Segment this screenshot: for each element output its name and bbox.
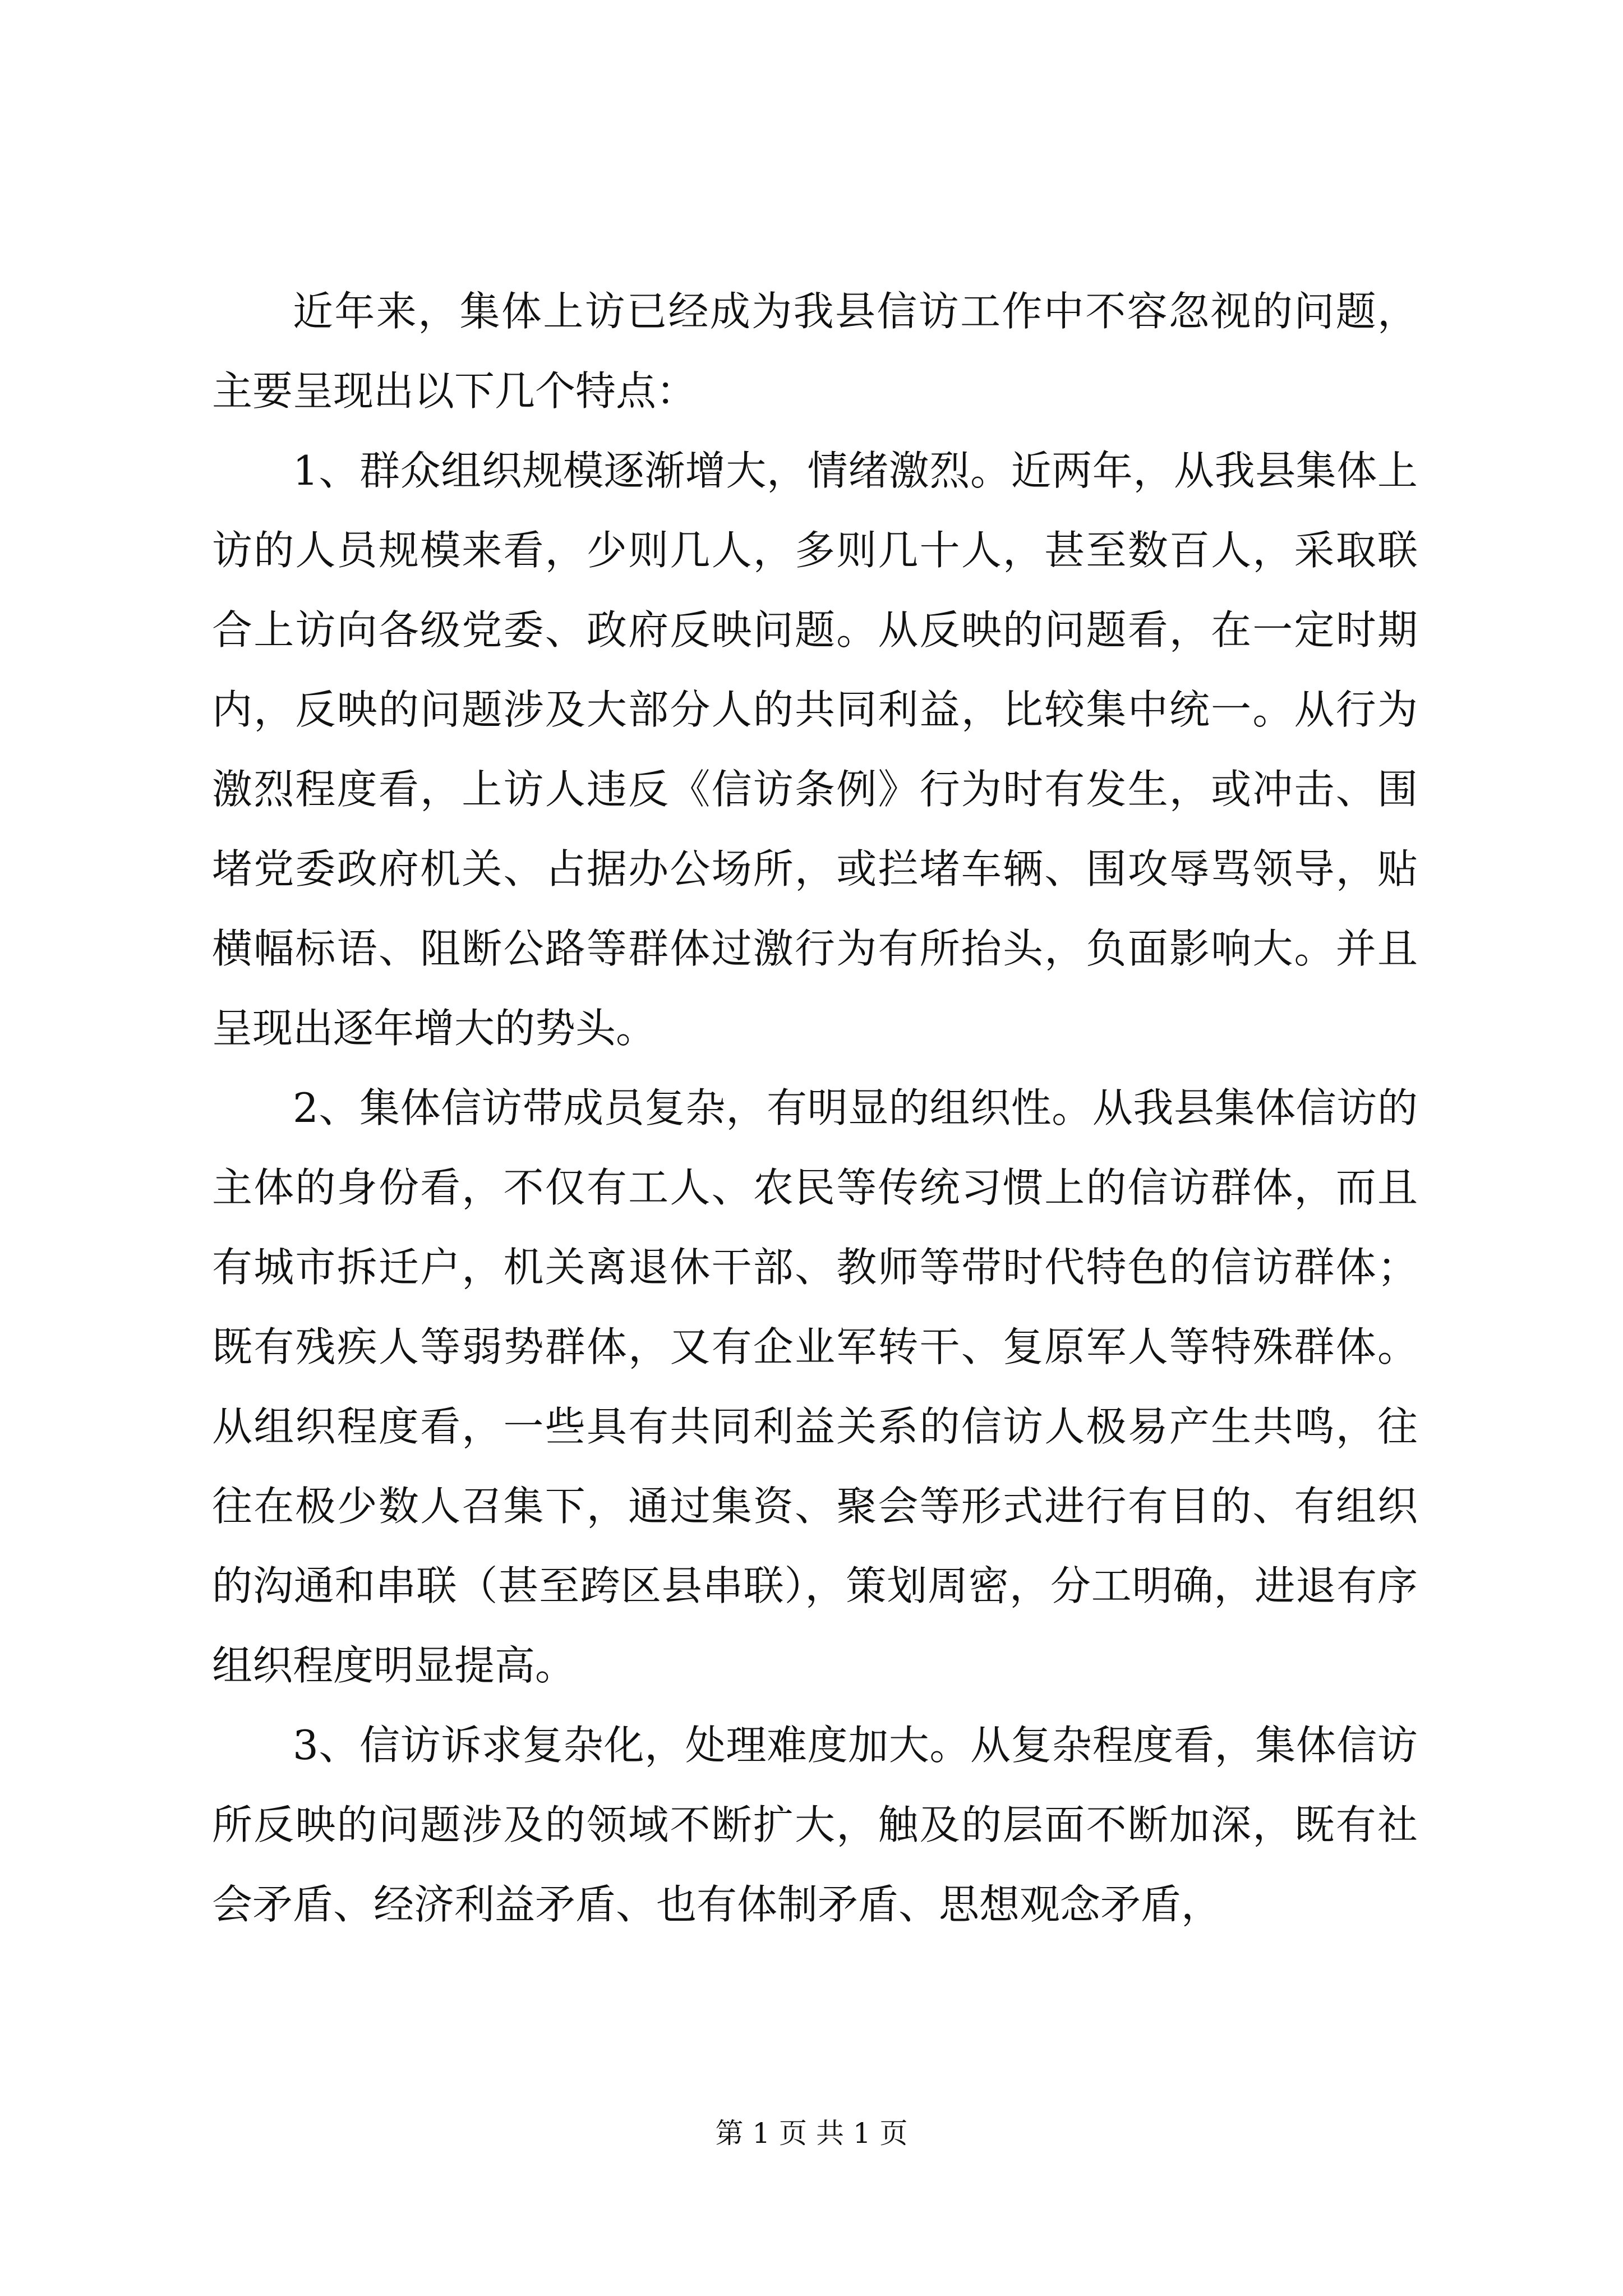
paragraph-point-3: 3、信访诉求复杂化，处理难度加大。从复杂程度看，集体信访所反映的问题涉及的领域不断扩大，触及的层面不断加深，既有社会矛盾、经济利益矛盾、也有体制矛盾、思想观念矛盾， bbox=[212, 1722, 1418, 1928]
page-number-footer: 第 1 页 共 1 页 bbox=[715, 2117, 908, 2150]
paragraph-intro: 近年来，集体上访已经成为我县信访工作中不容忽视的问题，主要呈现出以下几个特点： bbox=[212, 288, 1418, 415]
paragraph-point-1: 1、群众组织规模逐渐增大，情绪激烈。近两年，从我县集体上访的人员规模来看，少则几人，多则几十人，甚至数百人，采取联合上访向各级党委、政府反映问题。从反映的问题看，在一定时期内，反映的问题涉及大部分人的共同利益，比较集中统一。从行为激烈程度看，上访人违反《信访条例》行为时有发生，或冲击、围堵党委政府机关、占据办公场所，或拦堵车辆、围攻辱骂领导，贴横幅标语、阻断公路等群体过激行为有所抬头，负面影响大。并且呈现出逐年增大的势头。 bbox=[212, 447, 1418, 1052]
paragraph-point-2: 2、集体信访带成员复杂，有明显的组织性。从我县集体信访的主体的身份看，不仅有工人、农民等传统习惯上的信访群体，而且有城市拆迁户，机关离退休干部、教师等带时代特色的信访群体；既有残疾人等弱势群体，又有企业军转干、复原军人等特殊群体。从组织程度看，一些具有共同利益关系的信访人极易产生共鸣，往往在极少数人召集下，通过集资、聚会等形式进行有目的、有组织的沟通和串联（甚至跨区县串联），策划周密，分工明确，进退有序组织程度明显提高。 bbox=[212, 1084, 1418, 1689]
document-body bbox=[212, 272, 1418, 1944]
